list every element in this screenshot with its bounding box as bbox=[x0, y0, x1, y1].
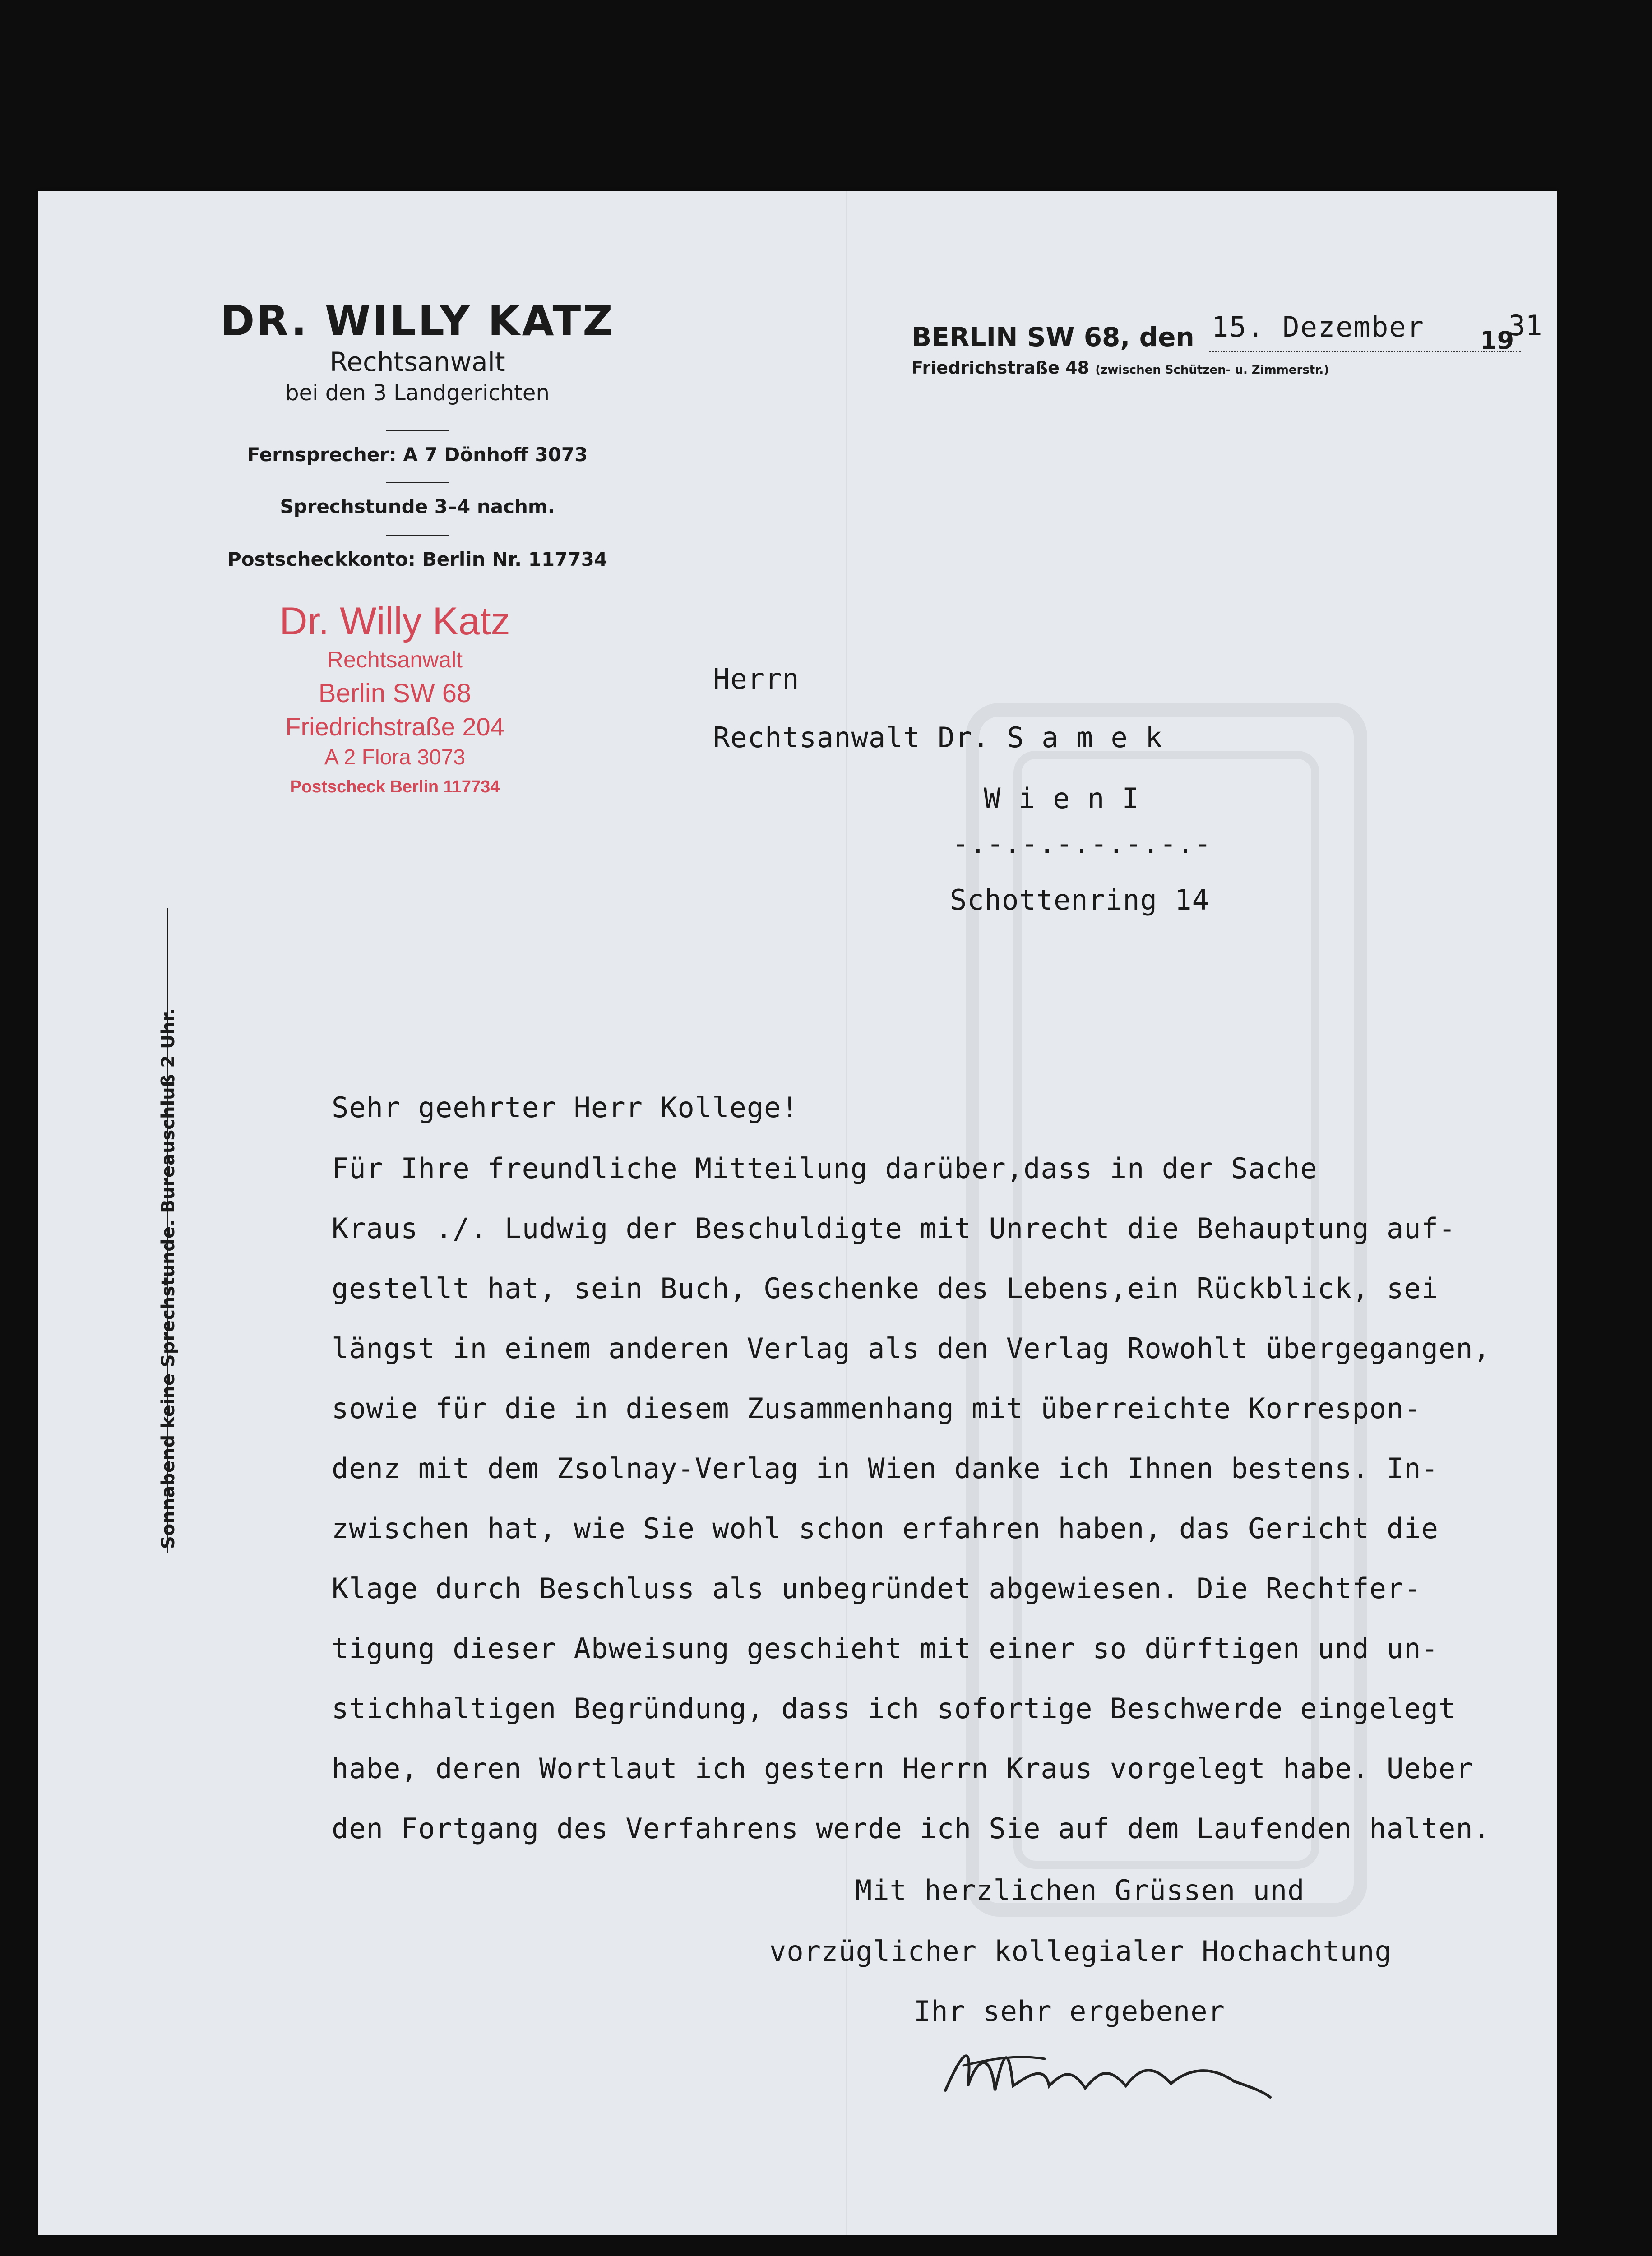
address-line-1: Herrn bbox=[713, 662, 800, 695]
body-line: gestellt hat, sein Buch, Geschenke des Lebens,ein Rückblick, sei bbox=[332, 1272, 1439, 1305]
stamp-phone: A 2 Flora 3073 bbox=[324, 745, 466, 769]
letterhead-divider bbox=[386, 482, 449, 483]
body-line: Für Ihre freundliche Mitteilung darüber,dass in der Sache bbox=[332, 1152, 1318, 1185]
letterhead-office-hours: Sprechstunde 3–4 nachm. bbox=[280, 495, 555, 518]
letterhead-divider bbox=[386, 535, 449, 536]
stamp-postcheck: Postscheck Berlin 117734 bbox=[290, 777, 500, 796]
address-line-4: Schottenring 14 bbox=[950, 883, 1209, 916]
body-line: längst in einem anderen Verlag als den Verlag Rowohlt übergegangen, bbox=[332, 1332, 1490, 1365]
letterhead-postcheck: Postscheckkonto: Berlin Nr. 117734 bbox=[227, 548, 608, 570]
address-line-3: W i e n I bbox=[984, 782, 1139, 815]
body-line: Kraus ./. Ludwig der Beschuldigte mit Unrecht die Behauptung auf- bbox=[332, 1212, 1456, 1245]
salutation: Sehr geehrter Herr Kollege! bbox=[332, 1091, 799, 1124]
closing-line-1: Mit herzlichen Grüssen und bbox=[855, 1874, 1305, 1907]
body-line: denz mit dem Zsolnay-Verlag in Wien danke ich Ihnen bestens. In- bbox=[332, 1452, 1439, 1485]
body-line: tigung dieser Abweisung geschieht mit einer so dürftigen und un- bbox=[332, 1632, 1439, 1665]
address-line-2: Rechtsanwalt Dr. S a m e k bbox=[713, 721, 1163, 754]
body-line: sowie für die in diesem Zusammenhang mit überreichte Korrespon- bbox=[332, 1392, 1421, 1425]
handwritten-signature bbox=[936, 2023, 1279, 2113]
letterhead-street-note: (zwischen Schützen- u. Zimmerstr.) bbox=[1095, 363, 1329, 377]
letterhead-title: Rechtsanwalt bbox=[329, 347, 505, 377]
year-prefix: 19 bbox=[1480, 326, 1514, 355]
body-line: den Fortgang des Verfahrens werde ich Sie auf dem Laufenden halten. bbox=[332, 1812, 1490, 1845]
body-line: habe, deren Wortlaut ich gestern Herrn Kraus vorgelegt habe. Ueber bbox=[332, 1752, 1473, 1785]
stamp-name: Dr. Willy Katz bbox=[279, 600, 510, 643]
stamp-title: Rechtsanwalt bbox=[327, 647, 463, 672]
stamp-street: Friedrichstraße 204 bbox=[285, 712, 504, 741]
body-line: zwischen hat, wie Sie wohl schon erfahren haben, das Gericht die bbox=[332, 1512, 1439, 1545]
letterhead-phone: Fernsprecher: A 7 Dönhoff 3073 bbox=[247, 444, 588, 466]
body-line: stichhaltigen Begründung, dass ich sofortige Beschwerde eingelegt bbox=[332, 1692, 1456, 1725]
typed-date: 15. Dezember bbox=[1212, 310, 1425, 343]
side-note: Sonnabend keine Sprechstunde. Bureauschluß 2 Uhr. bbox=[158, 1008, 179, 1549]
letterhead-divider bbox=[386, 430, 449, 431]
letterhead-name: DR. WILLY KATZ bbox=[220, 297, 615, 345]
letterhead-city: BERLIN SW 68, den bbox=[912, 322, 1194, 352]
letter-sheet bbox=[38, 191, 1557, 2235]
letterhead-street bbox=[912, 358, 1329, 378]
closing-line-2: vorzüglicher kollegialer Hochachtung bbox=[769, 1935, 1392, 1968]
body-line: Klage durch Beschluss als unbegründet abgewiesen. Die Rechtfer- bbox=[332, 1572, 1421, 1605]
letterhead-street-name: Friedrichstraße 48 bbox=[912, 358, 1089, 378]
year-suffix: 31 bbox=[1509, 309, 1542, 342]
stamp-city: Berlin SW 68 bbox=[318, 679, 472, 708]
letterhead-courts: bei den 3 Landgerichten bbox=[285, 380, 550, 406]
closing-line-3: Ihr sehr ergebener bbox=[914, 1995, 1225, 2028]
date-dotted-line bbox=[1209, 351, 1521, 352]
address-separator: -.-.-.-.-.-.-.- bbox=[952, 827, 1212, 860]
